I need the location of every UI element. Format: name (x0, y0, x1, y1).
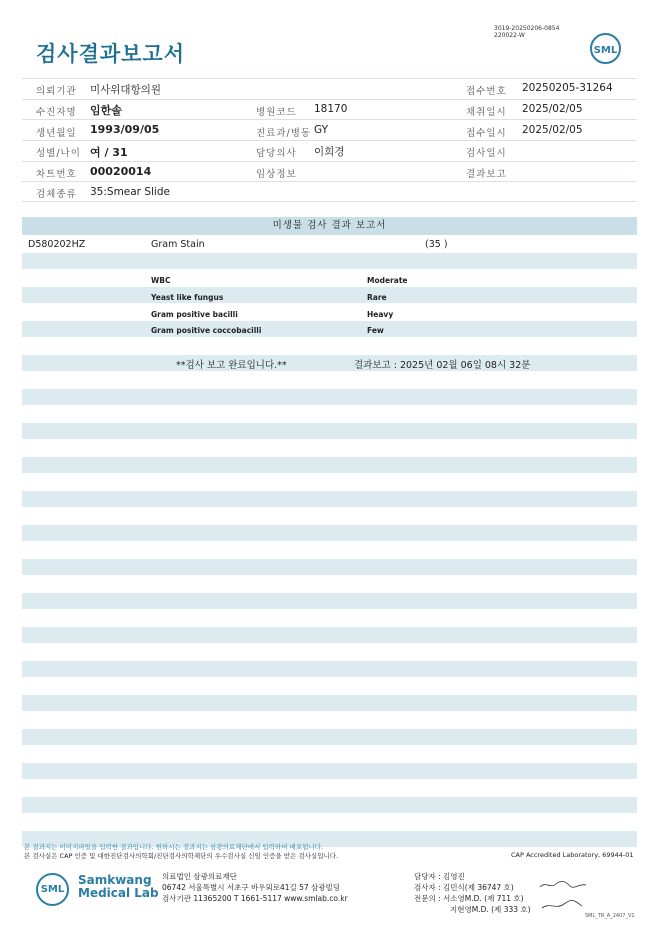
row-band (22, 525, 637, 541)
patient-value: 임한솔 (90, 104, 122, 117)
specimen-label: 검체종류 (36, 189, 77, 200)
footer-note-image: 본 결과지는 이미지파일을 입력한 결과입니다. 원하시는 결과지는 삼광의료재단에서 입력하여 배포됩니다. (24, 843, 324, 851)
sex-age-label: 성별/나이 (36, 148, 81, 159)
report-section-title: 미생물 검사 결과 보고서 (22, 217, 637, 235)
receipt-date-label: 접수일시 (466, 128, 507, 139)
row-band (22, 627, 637, 643)
receipt-no-value: 20250205-31264 (522, 82, 613, 94)
specimen-value: 35:Smear Slide (90, 186, 170, 198)
sml-logo: SML (590, 33, 621, 64)
dob-label: 생년월일 (36, 128, 77, 139)
form-code: SML_TR_A_2407_V1 (585, 913, 635, 919)
divider (22, 161, 637, 162)
test-date-label: 검사일시 (466, 148, 507, 159)
footer-staff: 담당자 : 김영진 검사자 : 김민식(제 36747 호) 전문의 : 서소영M.D. (제 711 호) 지현영M.D. (제 333 호) (414, 872, 531, 914)
patient-label: 수진자명 (36, 107, 77, 118)
row-band (22, 423, 637, 439)
divider (22, 140, 637, 141)
hospital-code-value: 18170 (314, 103, 348, 115)
signature-image (538, 879, 588, 891)
report-complete-text: **검사 보고 완료입니다.** (176, 360, 287, 371)
cap-accreditation: CAP Accredited Laboratory, 69944-01 (511, 851, 634, 859)
row-band (22, 593, 637, 609)
brand-name: Samkwang Medical Lab (78, 873, 159, 900)
row-band (22, 287, 637, 303)
chart-no-label: 차트번호 (36, 169, 77, 180)
signature-image (540, 898, 584, 912)
hospital-code-label: 병원코드 (256, 107, 297, 118)
row-band (22, 389, 637, 405)
result-name: WBC (151, 276, 171, 285)
divider (22, 181, 637, 182)
result-value: Rare (367, 293, 387, 302)
divider (22, 99, 637, 100)
dept-label: 진료과/병동 (256, 128, 312, 139)
page-title: 검사결과보고서 (36, 42, 186, 66)
row-band (22, 797, 637, 813)
row-band (22, 253, 637, 269)
result-report-label: 결과보고 (466, 169, 507, 180)
result-name: Gram positive bacilli (151, 310, 238, 319)
divider (22, 119, 637, 120)
requester-label: 의뢰기관 (36, 86, 77, 97)
collect-date-value: 2025/02/05 (522, 103, 583, 115)
row-band (22, 457, 637, 473)
result-value: Heavy (367, 310, 394, 319)
result-name: Yeast like fungus (151, 293, 224, 302)
test-name: Gram Stain (151, 239, 205, 250)
test-code: D580202HZ (28, 239, 86, 250)
report-time: 결과보고 : 2025년 02월 06일 08시 32분 (354, 360, 531, 371)
clinical-label: 임상정보 (256, 169, 297, 180)
row-band (22, 355, 637, 371)
document-id: 3019-20250206-0854 220022-W (494, 25, 560, 39)
sml-logo: SML (36, 873, 69, 906)
row-band (22, 763, 637, 779)
divider (22, 201, 637, 202)
row-band (22, 695, 637, 711)
collect-date-label: 채취일시 (466, 107, 507, 118)
result-name: Gram positive coccobacilli (151, 326, 262, 335)
sex-age-value: 여 / 31 (90, 146, 128, 159)
dept-value: GY (314, 124, 329, 136)
dob-value: 1993/09/05 (90, 123, 160, 136)
requester-value: 미사위대항의원 (90, 84, 162, 96)
row-band (22, 661, 637, 677)
test-number: (35 ) (425, 239, 448, 250)
chart-no-value: 00020014 (90, 165, 152, 178)
footer-note-cap: 본 검사실은 CAP 인증 및 대한진단검사의학회/진단검사의학재단의 우수검사실 신임 인증을 받은 검사실입니다. (24, 852, 339, 860)
doctor-label: 담당의사 (256, 148, 297, 159)
footer-address: 의료법인 삼광의료재단 06742 서울특별시 서초구 바우뫼로41길 57 삼광빌딩 검사기관 11365200 T 1661-5117 www.smlab.co.kr (162, 872, 348, 903)
row-band (22, 559, 637, 575)
row-band (22, 321, 637, 337)
row-band (22, 491, 637, 507)
result-value: Moderate (367, 276, 408, 285)
divider (22, 78, 637, 79)
doctor-value: 이희경 (314, 146, 345, 158)
row-band (22, 729, 637, 745)
receipt-no-label: 접수번호 (466, 86, 507, 97)
result-value: Few (367, 326, 384, 335)
receipt-date-value: 2025/02/05 (522, 124, 583, 136)
